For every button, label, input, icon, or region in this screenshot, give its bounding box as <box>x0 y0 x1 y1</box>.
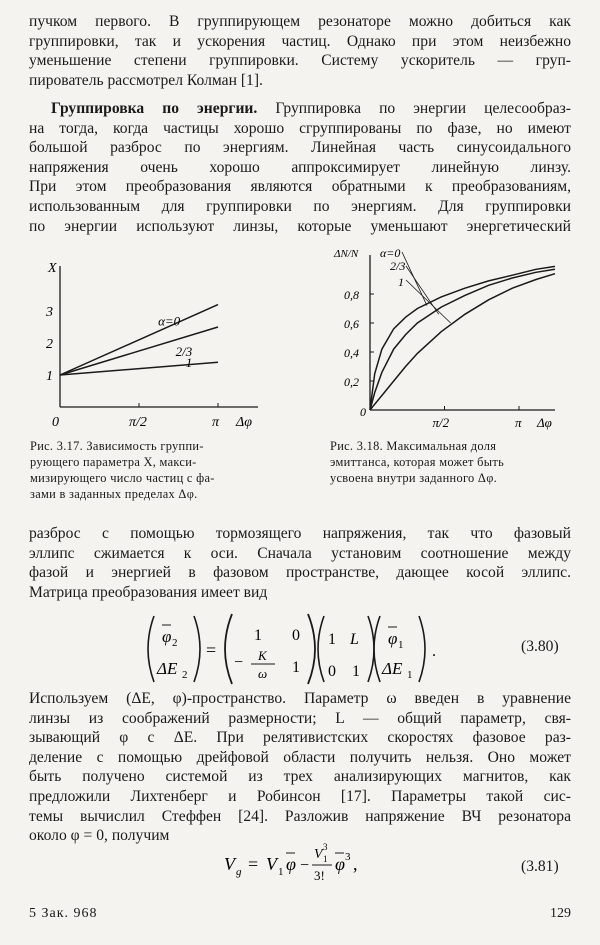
paragraph-1: пучком первого. В группирующем резонаторе можно добиться как группировки, так и ускорения частиц. Однако при этом неизбежно уменьшение степени группировки. Систему ускоритель — груп- пирователь рассмотрел Колман [1]. <box>29 13 571 89</box>
svg-text:1: 1 <box>328 631 336 648</box>
svg-text:3!: 3! <box>314 868 325 883</box>
svg-text:3: 3 <box>345 851 351 863</box>
x-tick-label: π <box>515 415 522 430</box>
svg-text:1: 1 <box>254 627 262 644</box>
rhs-delta-e: ΔE <box>382 659 403 678</box>
series-label: 2/3 <box>390 259 406 273</box>
svg-text:2: 2 <box>172 637 178 649</box>
figure-3-17-caption: Рис. 3.17. Зависимость группи- рующего параметра X, макси- мизирующего число частиц с фа- зами в заданных пределах Δφ. <box>30 439 215 501</box>
svg-text:0: 0 <box>292 627 300 644</box>
svg-text:K: K <box>258 648 267 663</box>
svg-text:2: 2 <box>182 669 188 681</box>
x-tick-label: π/2 <box>432 415 450 430</box>
svg-text:φ: φ <box>335 854 345 874</box>
svg-text:=: = <box>248 854 259 874</box>
svg-text:V: V <box>266 854 277 874</box>
svg-text:1: 1 <box>323 854 328 864</box>
equation-number-3-80: (3.80) <box>521 638 559 655</box>
y-tick-label: 0,6 <box>344 317 359 331</box>
paragraph-4: Используем (ΔE, φ)-пространство. Параметр ω введен в уравнение линзы из соображений размерности; L — общий параметр, свя- зывающий φ с ΔE. При релятивистских скоростях фазовое раз- деление с помощью дрейфовой области получить нельзя. Оно может быть получено системой из трех анализирующих магнитов, как предложили Лихтенберг и Робинсон [17]. Параметры такой сис- темы вычислил Стеффен [24]. Разложив напряжение ВЧ резонатора около φ = 0, получим <box>29 690 571 845</box>
rhs-phi: φ <box>388 629 398 648</box>
series-line-2 <box>60 327 218 375</box>
svg-text:=: = <box>206 640 217 660</box>
svg-text:V: V <box>314 847 323 862</box>
x-tick-label: Δφ <box>236 415 252 430</box>
y-tick-label: 0 <box>360 405 366 419</box>
svg-text:,: , <box>353 854 358 874</box>
svg-text:1: 1 <box>407 669 413 681</box>
y-tick-label: 1 <box>46 369 53 384</box>
y-tick-label: 0,2 <box>344 375 359 389</box>
figure-3-17 <box>30 252 280 432</box>
svg-text:g: g <box>236 866 242 878</box>
svg-text:V: V <box>224 854 235 874</box>
figure-3-18-chart <box>330 240 570 430</box>
svg-text:φ: φ <box>286 854 296 874</box>
x-tick-label: 0 <box>52 415 59 430</box>
equation-3-80 <box>140 612 440 686</box>
paragraph-3: разброс с помощью тормозящего напряжения, так что фазовый эллипс сжимается к оси. Сначала установим соотношение между фазой и энергией в фазовом пространстве, дающее косой эллипс. Матрица преобразования имеет вид <box>29 525 571 601</box>
svg-text:1: 1 <box>398 639 404 651</box>
series-label: α=0 <box>380 246 401 260</box>
series-label: α=0 <box>158 313 181 329</box>
x-tick-label: π/2 <box>129 415 147 430</box>
svg-text:L: L <box>350 631 359 648</box>
lhs-delta-e: ΔE <box>157 659 178 678</box>
page-number: 129 <box>550 906 571 921</box>
y-tick-label: X <box>48 261 57 276</box>
equation-number-3-81: (3.81) <box>521 858 559 875</box>
series-curve-2 <box>370 269 555 410</box>
x-tick-label: Δφ <box>537 415 552 430</box>
x-tick-label: π <box>212 415 220 430</box>
footer-signature: 5 Зак. 968 <box>29 906 98 921</box>
figure-3-18-caption: Рис. 3.18. Максимальная доля эмиттанса, которая может быть усвоена внутри заданного Δφ. <box>330 439 505 485</box>
section-heading: Группировка по энергии. <box>51 100 258 117</box>
lhs-phi: φ <box>162 627 172 646</box>
equation-3-81 <box>222 836 392 888</box>
series-curve-3 <box>370 274 555 410</box>
series-label: 2/3 <box>175 343 193 359</box>
paragraph-2: Группировка по энергии. Группировка по энергии целесообраз- на тогда, когда частицы хорошо сгруппированы по фазе, но имеют большой разброс по энергиям. Линейная часть синусоидального напряжения очень хорошо аппроксимирует линейную линзу. При этом преобразования являются обратными к преобразованиям, использованным для группировки по энергиям. Для группировки по энергии используют линзы, которые уменьшают энергетический <box>29 100 571 235</box>
svg-text:1: 1 <box>352 663 360 680</box>
figure-3-17-chart <box>30 252 280 432</box>
svg-text:ω: ω <box>258 666 268 681</box>
svg-text:−: − <box>300 857 310 874</box>
y-tick-label: 3 <box>46 305 53 320</box>
y-tick-label: ΔN/N <box>334 248 359 260</box>
svg-text:−: − <box>234 654 244 671</box>
series-label: 1 <box>185 355 193 370</box>
y-tick-label: 2 <box>46 337 53 352</box>
svg-text:1: 1 <box>292 659 300 676</box>
figure-3-18 <box>330 240 570 430</box>
svg-text:0: 0 <box>328 663 336 680</box>
y-tick-label: 0,8 <box>344 288 359 302</box>
series-label: 1 <box>398 275 404 289</box>
svg-text:1: 1 <box>278 866 284 878</box>
svg-text:3: 3 <box>323 842 328 852</box>
svg-text:.: . <box>432 643 436 660</box>
y-tick-label: 0,4 <box>344 346 359 360</box>
